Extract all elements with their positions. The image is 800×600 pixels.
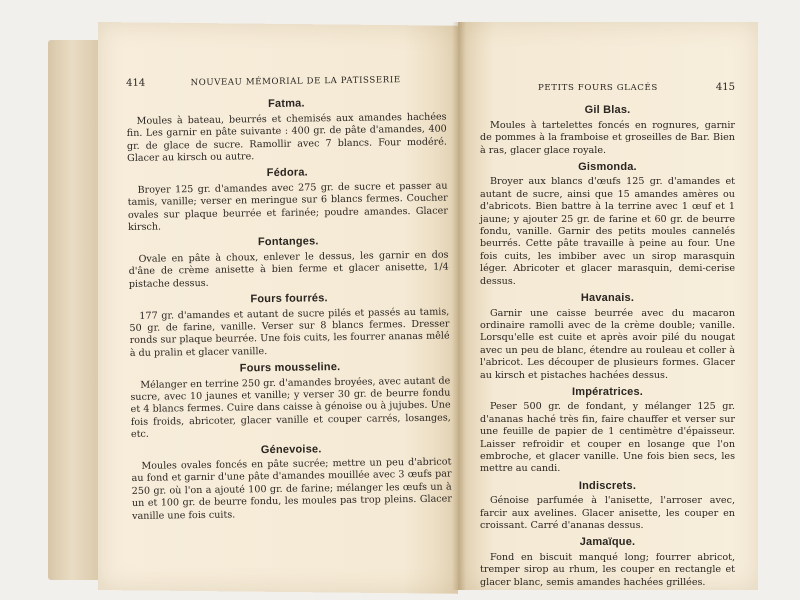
recipe-title: Fours fourrés. [250,292,328,306]
recipe-title: Fontanges. [257,235,319,249]
recipe-text: Peser 500 gr. de fondant, y mélanger 125 gr. d'ananas haché très fin, faire chauffer et verser sur une feuille de papier de 1 centimètre d'épaisseur. Laisser refroidir et couper en losange que l'on embroche, et glacer vanille. Une fois bien secs, les mettre au candi. [480,401,735,475]
right-page-content [480,82,735,593]
right-page [458,22,758,590]
recipe-title: Indiscrets. [578,479,637,492]
recipe-text: Broyer 125 gr. d'amandes avec 275 gr. de sucre et passer au tamis, vanille; verser en meringue sur 6 blancs fermes. Coucher ovales sur plaque beurrée et farinée; poudre amandes. Glacer kirsch. [127,180,448,234]
recipe-title: Fatma. [267,97,305,111]
recipe-title: Fours mousseline. [239,361,341,375]
book-gutter [452,22,466,590]
running-head-title: NOUVEAU MÉMORIAL DE LA PATISSERIE [190,75,401,89]
recipe-text: Broyer aux blancs d'œufs 125 gr. d'amandes et autant de sucre, ainsi que 15 amandes amères ou d'abricots. Bien battre à la terrine avec 1 œuf et 1 jaune; y ajouter 25 gr. de farine et 60 gr. de beurre fondu, vanille. Garnir des petits moules cannelés beurrés. Cette pâte travaille à peine au four. Une fois cuits, les imbiber avec un sirop marasquin léger. Abricoter et glacer marasquin, demi-cerise dessus. [480,176,735,287]
running-head-title: PETITS FOURS GLACÉS [538,83,658,93]
left-page-content [126,74,452,527]
running-header [480,82,735,94]
recipe-text: Moules à tartelettes foncés en rognures, garnir de pommes à la framboise et groseilles de Bar. Bien à ras, glacer glace royale. [480,119,735,156]
recipe-text: 177 gr. d'amandes et autant de sucre pilés et passés au tamis, 50 gr. de farine, vanille. Verser sur 8 blancs fermes. Dresser ronds sur plaque beurrée. Une fois cuits, les fourrer ananas mêlé à du pralin et glacer vanille. [129,306,450,359]
page-number: 414 [126,77,146,89]
recipe-text: Ovale en pâte à choux, enlever le dessus, les garnir en dos d'âne de crème anisette à bien ferme et glacer anisette, 1/4 pistache dessus. [128,249,449,290]
recipe-title: Havanais. [580,292,635,305]
recipe-text: Moules à bateau, beurrés et chemisés aux amandes hachées fin. Les garnir en pâte suivante : 400 gr. de pâte d'amandes, 400 gr. de glace de sucre. Ramollir avec 7 blancs. Four modéré. Glacer au kirsch ou autre. [126,111,447,165]
recipe-title: Jamaïque. [579,536,636,549]
recipe-title: Génevoise. [260,442,322,456]
recipe-text: Moules ovales foncés en pâte sucrée; mettre un peu d'abricot au fond et garnir d'une pâte d'amandes mouillée avec 3 œufs par 250 gr. où l'on a ajouté 100 gr. de farine; mélanger les œufs un à un et 100 gr. de beurre fondu, les moules pas trop pleins. Glacer vanille une fois cuits. [131,456,452,522]
recipe-title: Gil Blas. [584,104,631,117]
open-book [48,22,758,597]
recipe-text: Génoise parfumée à l'anisette, l'arroser avec, farcir aux avelines. Glacer anisette, les couper en croissant. Carré d'ananas dessus. [480,495,735,531]
recipe-text: Fond en biscuit manqué long; fourrer abricot, tremper sirop au rhum, les couper en rectangle et glacer blanc, semis amandes hachées grillées. [480,551,735,588]
recipe-title: Impératrices. [571,385,644,398]
recipe-title: Fédora. [266,166,308,180]
recipe-text: Mélanger en terrine 250 gr. d'amandes broyées, avec autant de sucre, avec 10 jaunes et vanille; y verser 30 gr. de beurre fondu et 4 blancs fermes. Cuire dans caisse à génoise ou à jujubes. Une fois froids, abricoter, glacer vanille et couper carrés, losanges, etc. [130,375,451,441]
recipe-title: Gismonda. [578,161,637,174]
page-number: 415 [715,82,735,93]
recipe-text: Garnir une caisse beurrée avec du macaron ordinaire ramolli avec de la crème double; vanille. Lorsqu'elle est cuite et après avoir pilé du nougat avec un peu de blanc, étendre au rouleau et coller à l'abricot. Les découper de plusieurs formes. Glacer au kirsch et pistaches hachées dessus. [480,307,735,381]
